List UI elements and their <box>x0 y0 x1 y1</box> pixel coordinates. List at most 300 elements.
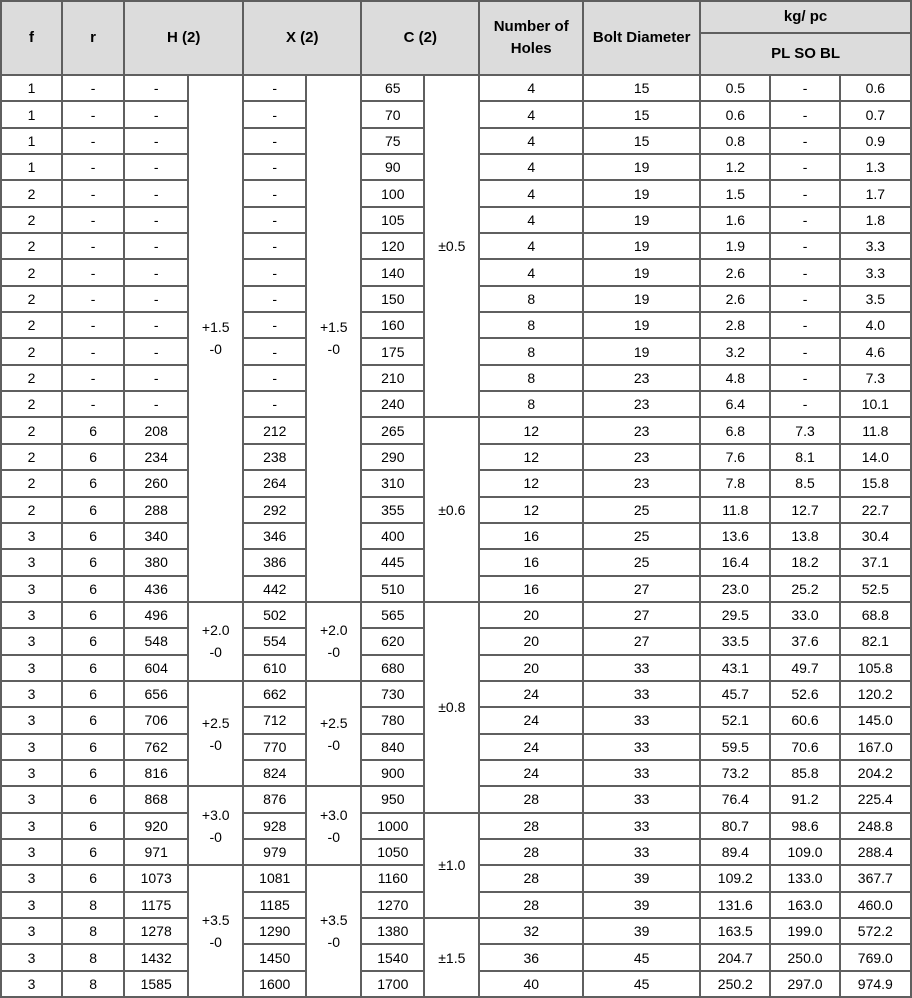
cell-kg-pl: 204.7 <box>701 945 769 969</box>
cell-x: 1185 <box>244 893 305 917</box>
cell-number-of-holes: 20 <box>480 603 582 627</box>
cell-kg-pl: 13.6 <box>701 524 769 548</box>
cell-h: - <box>125 76 187 100</box>
cell-f: 3 <box>2 682 61 706</box>
cell-c: 840 <box>362 735 423 759</box>
cell-c: 210 <box>362 366 423 390</box>
cell-kg-pl: 250.2 <box>701 972 769 996</box>
table-body <box>2 76 910 996</box>
header-pl-so-bl: PL SO BL <box>701 34 910 74</box>
cell-f: 3 <box>2 629 61 653</box>
cell-r: - <box>63 260 123 284</box>
cell-kg-so: - <box>771 234 838 258</box>
cell-r: 6 <box>63 498 123 522</box>
cell-x: 292 <box>244 498 305 522</box>
cell-x: 610 <box>244 656 305 680</box>
cell-kg-bl: 248.8 <box>841 814 910 838</box>
cell-h: - <box>125 181 187 205</box>
cell-bolt-diameter: 19 <box>584 208 699 232</box>
cell-h: - <box>125 339 187 363</box>
cell-c: 900 <box>362 761 423 785</box>
cell-r: - <box>63 339 123 363</box>
cell-kg-pl: 4.8 <box>701 366 769 390</box>
cell-bolt-diameter: 33 <box>584 787 699 811</box>
cell-h: 234 <box>125 445 187 469</box>
cell-kg-pl: 7.6 <box>701 445 769 469</box>
cell-kg-pl: 131.6 <box>701 893 769 917</box>
cell-c: 70 <box>362 102 423 126</box>
header-h: H (2) <box>125 2 242 74</box>
cell-r: - <box>63 155 123 179</box>
cell-c: 620 <box>362 629 423 653</box>
cell-f: 2 <box>2 445 61 469</box>
cell-kg-pl: 76.4 <box>701 787 769 811</box>
cell-x: 824 <box>244 761 305 785</box>
cell-h: 496 <box>125 603 187 627</box>
x-tolerance: +2.5 -0 <box>307 682 360 785</box>
cell-c: 265 <box>362 418 423 442</box>
cell-kg-bl: 37.1 <box>841 550 910 574</box>
cell-c: 1000 <box>362 814 423 838</box>
cell-kg-so: 85.8 <box>771 761 838 785</box>
cell-c: 510 <box>362 577 423 601</box>
c-tolerance: ±0.6 <box>425 418 478 600</box>
h-tolerance: +2.0 -0 <box>189 603 242 680</box>
cell-f: 3 <box>2 814 61 838</box>
cell-kg-bl: 68.8 <box>841 603 910 627</box>
cell-x: 442 <box>244 577 305 601</box>
cell-bolt-diameter: 33 <box>584 761 699 785</box>
cell-kg-so: 12.7 <box>771 498 838 522</box>
cell-bolt-diameter: 33 <box>584 840 699 864</box>
cell-bolt-diameter: 23 <box>584 366 699 390</box>
cell-f: 2 <box>2 471 61 495</box>
cell-number-of-holes: 28 <box>480 866 582 890</box>
cell-kg-so: 98.6 <box>771 814 838 838</box>
cell-number-of-holes: 24 <box>480 761 582 785</box>
cell-kg-pl: 2.6 <box>701 260 769 284</box>
cell-r: - <box>63 129 123 153</box>
cell-bolt-diameter: 33 <box>584 656 699 680</box>
cell-kg-so: 18.2 <box>771 550 838 574</box>
cell-kg-pl: 43.1 <box>701 656 769 680</box>
cell-bolt-diameter: 15 <box>584 76 699 100</box>
h-tolerance: +3.5 -0 <box>189 866 242 996</box>
cell-number-of-holes: 4 <box>480 129 582 153</box>
cell-kg-pl: 2.6 <box>701 287 769 311</box>
cell-kg-pl: 73.2 <box>701 761 769 785</box>
cell-number-of-holes: 20 <box>480 656 582 680</box>
cell-x: 1600 <box>244 972 305 996</box>
cell-kg-so: 25.2 <box>771 577 838 601</box>
cell-f: 3 <box>2 524 61 548</box>
cell-c: 1540 <box>362 945 423 969</box>
x-tolerance: +3.0 -0 <box>307 787 360 864</box>
cell-kg-bl: 3.5 <box>841 287 910 311</box>
cell-c: 1050 <box>362 840 423 864</box>
cell-h: 1073 <box>125 866 187 890</box>
cell-c: 400 <box>362 524 423 548</box>
cell-number-of-holes: 4 <box>480 181 582 205</box>
c-tolerance: ±1.5 <box>425 919 478 996</box>
cell-kg-pl: 59.5 <box>701 735 769 759</box>
cell-kg-bl: 52.5 <box>841 577 910 601</box>
header-x: X (2) <box>244 2 360 74</box>
cell-h: - <box>125 366 187 390</box>
cell-number-of-holes: 4 <box>480 208 582 232</box>
cell-r: - <box>63 102 123 126</box>
cell-c: 1700 <box>362 972 423 996</box>
cell-c: 565 <box>362 603 423 627</box>
cell-r: 6 <box>63 814 123 838</box>
cell-r: 6 <box>63 735 123 759</box>
cell-r: 8 <box>63 893 123 917</box>
cell-x: - <box>244 181 305 205</box>
header-bolt-diameter: Bolt Diameter <box>584 2 699 74</box>
cell-c: 100 <box>362 181 423 205</box>
cell-kg-so: - <box>771 260 838 284</box>
cell-h: 380 <box>125 550 187 574</box>
cell-kg-so: 49.7 <box>771 656 838 680</box>
cell-r: 6 <box>63 603 123 627</box>
cell-c: 75 <box>362 129 423 153</box>
cell-number-of-holes: 4 <box>480 76 582 100</box>
cell-kg-so: - <box>771 339 838 363</box>
cell-x: - <box>244 392 305 416</box>
cell-r: 8 <box>63 945 123 969</box>
cell-r: 6 <box>63 418 123 442</box>
cell-kg-so: 33.0 <box>771 603 838 627</box>
cell-kg-bl: 120.2 <box>841 682 910 706</box>
cell-kg-so: 91.2 <box>771 787 838 811</box>
c-tolerance: ±0.5 <box>425 76 478 416</box>
cell-kg-pl: 2.8 <box>701 313 769 337</box>
c-tolerance: ±1.0 <box>425 814 478 917</box>
cell-kg-bl: 82.1 <box>841 629 910 653</box>
cell-kg-so: 13.8 <box>771 524 838 548</box>
cell-bolt-diameter: 25 <box>584 498 699 522</box>
cell-x: 770 <box>244 735 305 759</box>
cell-number-of-holes: 8 <box>480 366 582 390</box>
cell-number-of-holes: 28 <box>480 893 582 917</box>
x-tolerance: +2.0 -0 <box>307 603 360 680</box>
cell-kg-bl: 1.8 <box>841 208 910 232</box>
cell-number-of-holes: 16 <box>480 524 582 548</box>
cell-c: 730 <box>362 682 423 706</box>
cell-x: 502 <box>244 603 305 627</box>
cell-kg-pl: 80.7 <box>701 814 769 838</box>
h-tolerance: +2.5 -0 <box>189 682 242 785</box>
cell-c: 780 <box>362 708 423 732</box>
x-tolerance: +1.5 -0 <box>307 76 360 601</box>
cell-f: 1 <box>2 102 61 126</box>
cell-r: 6 <box>63 524 123 548</box>
cell-f: 3 <box>2 577 61 601</box>
cell-f: 3 <box>2 550 61 574</box>
cell-kg-pl: 52.1 <box>701 708 769 732</box>
cell-kg-so: 133.0 <box>771 866 838 890</box>
cell-kg-bl: 288.4 <box>841 840 910 864</box>
cell-c: 105 <box>362 208 423 232</box>
cell-kg-so: - <box>771 155 838 179</box>
cell-kg-bl: 0.7 <box>841 102 910 126</box>
cell-bolt-diameter: 23 <box>584 392 699 416</box>
cell-c: 445 <box>362 550 423 574</box>
cell-r: 6 <box>63 550 123 574</box>
cell-kg-so: 250.0 <box>771 945 838 969</box>
cell-h: - <box>125 287 187 311</box>
cell-x: 238 <box>244 445 305 469</box>
cell-bolt-diameter: 33 <box>584 814 699 838</box>
cell-bolt-diameter: 33 <box>584 708 699 732</box>
cell-kg-pl: 6.4 <box>701 392 769 416</box>
cell-r: - <box>63 208 123 232</box>
cell-kg-pl: 1.6 <box>701 208 769 232</box>
cell-x: - <box>244 366 305 390</box>
x-tolerance: +3.5 -0 <box>307 866 360 996</box>
cell-r: 6 <box>63 445 123 469</box>
cell-f: 3 <box>2 761 61 785</box>
cell-h: 340 <box>125 524 187 548</box>
cell-kg-bl: 4.0 <box>841 313 910 337</box>
cell-r: 8 <box>63 919 123 943</box>
cell-bolt-diameter: 19 <box>584 260 699 284</box>
cell-c: 1380 <box>362 919 423 943</box>
cell-kg-so: 8.5 <box>771 471 838 495</box>
cell-bolt-diameter: 19 <box>584 313 699 337</box>
cell-x: 264 <box>244 471 305 495</box>
cell-r: 6 <box>63 471 123 495</box>
cell-bolt-diameter: 33 <box>584 682 699 706</box>
cell-h: 436 <box>125 577 187 601</box>
cell-bolt-diameter: 19 <box>584 234 699 258</box>
cell-kg-so: 7.3 <box>771 418 838 442</box>
cell-number-of-holes: 8 <box>480 313 582 337</box>
cell-number-of-holes: 24 <box>480 735 582 759</box>
cell-h: 706 <box>125 708 187 732</box>
cell-c: 240 <box>362 392 423 416</box>
cell-c: 355 <box>362 498 423 522</box>
cell-c: 1270 <box>362 893 423 917</box>
cell-kg-pl: 23.0 <box>701 577 769 601</box>
cell-bolt-diameter: 19 <box>584 181 699 205</box>
cell-h: 208 <box>125 418 187 442</box>
cell-r: - <box>63 313 123 337</box>
cell-h: 762 <box>125 735 187 759</box>
cell-number-of-holes: 4 <box>480 102 582 126</box>
cell-bolt-diameter: 19 <box>584 339 699 363</box>
cell-x: - <box>244 260 305 284</box>
cell-c: 175 <box>362 339 423 363</box>
cell-h: 971 <box>125 840 187 864</box>
cell-number-of-holes: 20 <box>480 629 582 653</box>
cell-f: 2 <box>2 234 61 258</box>
cell-r: - <box>63 181 123 205</box>
cell-f: 3 <box>2 708 61 732</box>
cell-c: 1160 <box>362 866 423 890</box>
cell-c: 950 <box>362 787 423 811</box>
cell-kg-bl: 225.4 <box>841 787 910 811</box>
cell-bolt-diameter: 39 <box>584 893 699 917</box>
cell-x: - <box>244 208 305 232</box>
cell-number-of-holes: 28 <box>480 840 582 864</box>
cell-kg-bl: 3.3 <box>841 260 910 284</box>
cell-bolt-diameter: 19 <box>584 287 699 311</box>
cell-kg-bl: 3.3 <box>841 234 910 258</box>
cell-r: 6 <box>63 682 123 706</box>
cell-bolt-diameter: 25 <box>584 550 699 574</box>
cell-f: 2 <box>2 366 61 390</box>
cell-r: - <box>63 234 123 258</box>
cell-number-of-holes: 12 <box>480 445 582 469</box>
cell-h: 816 <box>125 761 187 785</box>
cell-f: 3 <box>2 893 61 917</box>
cell-number-of-holes: 36 <box>480 945 582 969</box>
cell-h: 1278 <box>125 919 187 943</box>
cell-c: 290 <box>362 445 423 469</box>
cell-kg-bl: 4.6 <box>841 339 910 363</box>
cell-kg-so: - <box>771 102 838 126</box>
cell-f: 3 <box>2 840 61 864</box>
cell-bolt-diameter: 23 <box>584 471 699 495</box>
cell-x: 386 <box>244 550 305 574</box>
cell-kg-bl: 14.0 <box>841 445 910 469</box>
cell-x: 876 <box>244 787 305 811</box>
cell-kg-bl: 105.8 <box>841 656 910 680</box>
cell-x: - <box>244 129 305 153</box>
cell-number-of-holes: 4 <box>480 155 582 179</box>
cell-f: 3 <box>2 866 61 890</box>
cell-kg-so: 60.6 <box>771 708 838 732</box>
cell-h: 604 <box>125 656 187 680</box>
cell-f: 3 <box>2 603 61 627</box>
cell-kg-bl: 10.1 <box>841 392 910 416</box>
cell-kg-pl: 1.2 <box>701 155 769 179</box>
cell-kg-pl: 109.2 <box>701 866 769 890</box>
cell-f: 2 <box>2 392 61 416</box>
cell-bolt-diameter: 33 <box>584 735 699 759</box>
cell-r: 6 <box>63 787 123 811</box>
cell-kg-so: - <box>771 313 838 337</box>
cell-f: 2 <box>2 260 61 284</box>
cell-kg-bl: 7.3 <box>841 366 910 390</box>
cell-x: 1290 <box>244 919 305 943</box>
cell-f: 2 <box>2 498 61 522</box>
cell-number-of-holes: 24 <box>480 708 582 732</box>
cell-kg-bl: 0.6 <box>841 76 910 100</box>
cell-r: 6 <box>63 761 123 785</box>
cell-h: 1432 <box>125 945 187 969</box>
cell-kg-bl: 0.9 <box>841 129 910 153</box>
cell-c: 90 <box>362 155 423 179</box>
cell-x: 979 <box>244 840 305 864</box>
cell-x: - <box>244 287 305 311</box>
cell-kg-bl: 22.7 <box>841 498 910 522</box>
cell-r: 6 <box>63 840 123 864</box>
cell-f: 3 <box>2 919 61 943</box>
cell-bolt-diameter: 45 <box>584 945 699 969</box>
cell-f: 3 <box>2 735 61 759</box>
cell-r: - <box>63 392 123 416</box>
cell-r: 6 <box>63 629 123 653</box>
cell-r: - <box>63 76 123 100</box>
cell-x: - <box>244 102 305 126</box>
cell-kg-pl: 1.5 <box>701 181 769 205</box>
cell-h: 260 <box>125 471 187 495</box>
h-tolerance: +1.5 -0 <box>189 76 242 601</box>
cell-kg-so: - <box>771 129 838 153</box>
cell-kg-bl: 367.7 <box>841 866 910 890</box>
cell-h: 920 <box>125 814 187 838</box>
cell-kg-bl: 572.2 <box>841 919 910 943</box>
cell-h: 656 <box>125 682 187 706</box>
cell-kg-so: 37.6 <box>771 629 838 653</box>
cell-f: 3 <box>2 972 61 996</box>
cell-x: 928 <box>244 814 305 838</box>
cell-number-of-holes: 8 <box>480 392 582 416</box>
cell-kg-bl: 167.0 <box>841 735 910 759</box>
cell-kg-pl: 1.9 <box>701 234 769 258</box>
table-row <box>2 603 910 627</box>
cell-kg-pl: 3.2 <box>701 339 769 363</box>
cell-kg-so: 52.6 <box>771 682 838 706</box>
cell-h: 868 <box>125 787 187 811</box>
cell-kg-so: - <box>771 76 838 100</box>
cell-kg-bl: 769.0 <box>841 945 910 969</box>
cell-number-of-holes: 16 <box>480 550 582 574</box>
header-r: r <box>63 2 123 74</box>
cell-number-of-holes: 28 <box>480 814 582 838</box>
cell-number-of-holes: 4 <box>480 260 582 284</box>
cell-x: - <box>244 76 305 100</box>
cell-h: - <box>125 155 187 179</box>
cell-f: 2 <box>2 181 61 205</box>
cell-number-of-holes: 12 <box>480 471 582 495</box>
cell-c: 160 <box>362 313 423 337</box>
cell-kg-pl: 29.5 <box>701 603 769 627</box>
cell-f: 3 <box>2 656 61 680</box>
cell-f: 2 <box>2 339 61 363</box>
table-row <box>2 76 910 100</box>
cell-x: 212 <box>244 418 305 442</box>
cell-kg-so: 109.0 <box>771 840 838 864</box>
header-f: f <box>2 2 61 74</box>
cell-x: 554 <box>244 629 305 653</box>
cell-h: - <box>125 234 187 258</box>
cell-kg-so: 297.0 <box>771 972 838 996</box>
cell-x: - <box>244 313 305 337</box>
cell-f: 2 <box>2 418 61 442</box>
table-row <box>2 814 910 838</box>
header-number-of-holes: Number of Holes <box>480 2 582 74</box>
cell-h: - <box>125 208 187 232</box>
cell-x: 1450 <box>244 945 305 969</box>
cell-f: 3 <box>2 945 61 969</box>
cell-h: - <box>125 392 187 416</box>
cell-f: 2 <box>2 313 61 337</box>
cell-f: 2 <box>2 208 61 232</box>
cell-kg-pl: 6.8 <box>701 418 769 442</box>
table-row <box>2 418 910 442</box>
c-tolerance: ±0.8 <box>425 603 478 812</box>
cell-bolt-diameter: 25 <box>584 524 699 548</box>
cell-x: - <box>244 234 305 258</box>
cell-kg-bl: 1.3 <box>841 155 910 179</box>
cell-number-of-holes: 4 <box>480 234 582 258</box>
cell-bolt-diameter: 19 <box>584 155 699 179</box>
cell-kg-pl: 89.4 <box>701 840 769 864</box>
cell-kg-bl: 145.0 <box>841 708 910 732</box>
